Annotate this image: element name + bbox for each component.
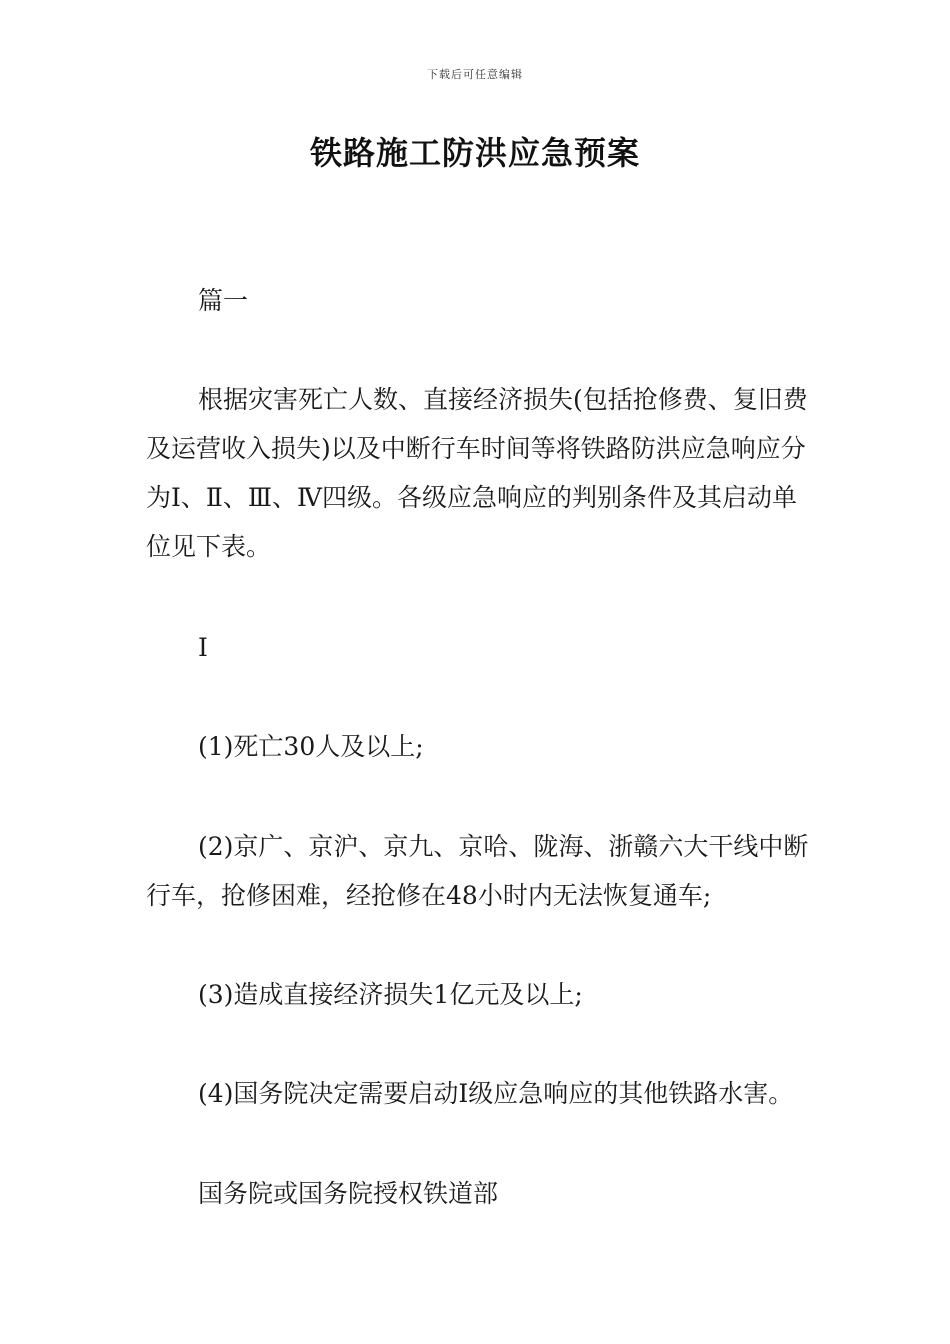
intro-paragraph: 根据灾害死亡人数、直接经济损失(包括抢修费、复旧费及运营收入损失)以及中断行车时间等将铁路防洪应急响应分为Ⅰ、Ⅱ、Ⅲ、Ⅳ四级。各级应急响应的判别条件及其启动单位见下表。 (146, 385, 808, 561)
condition-item: (2)京广、京沪、京九、京哈、陇海、浙赣六大干线中断行车，抢修困难，经抢修在48小时内无法恢复通车; (146, 832, 809, 910)
condition-item: (3)造成直接经济损失1亿元及以上; (198, 980, 583, 1009)
section-label: 篇一 (198, 286, 249, 315)
header-note: 下载后可任意编辑 (427, 68, 523, 81)
condition-item: (4)国务院决定需要启动Ⅰ级应急响应的其他铁路水害。 (198, 1079, 794, 1108)
authority-text: 国务院或国务院授权铁道部 (198, 1179, 499, 1208)
condition-item: (1)死亡30人及以上; (198, 732, 424, 761)
document-title: 铁路施工防洪应急预案 (309, 134, 640, 172)
level-label: Ⅰ (198, 633, 208, 662)
